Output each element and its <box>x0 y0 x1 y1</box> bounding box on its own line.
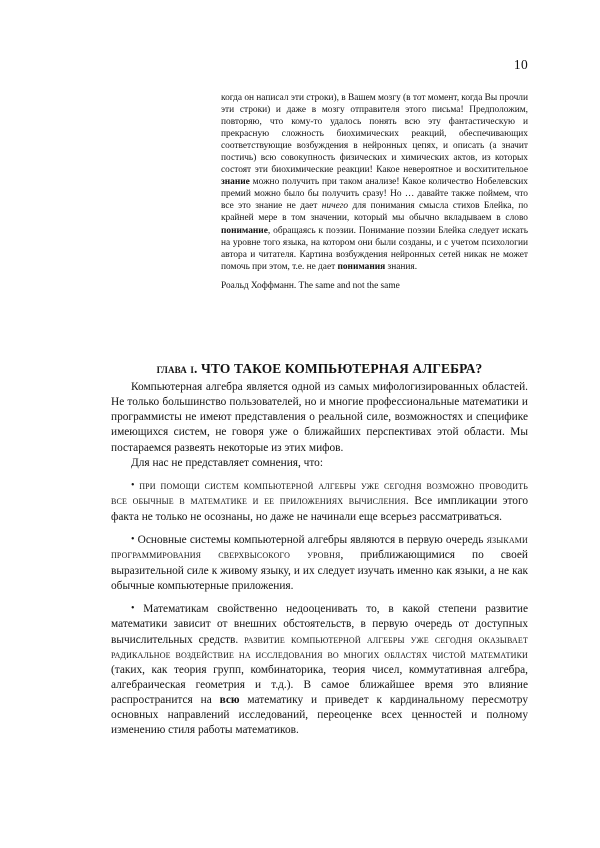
epigraph-bold-ponimanie: понимание <box>221 225 268 236</box>
epigraph-bold-znanie: знание <box>221 177 250 188</box>
epigraph-text-tail: знания. <box>385 261 418 272</box>
bullet-2-lead: Основные системы компьютерной алгебры являются в первую очередь <box>137 534 487 547</box>
paragraph-intro: Компьютерная алгебра является одной из самых мифологизированных областей. Не только большинство пользователей, но и многие профессиональные математики и программисты не имеют представления о реальной силе, возможностях и специфике имеющихся систем, не говоря уже о ближайших перспективах этой области. Мы постараемся развеять некоторые из этих мифов. <box>111 381 528 454</box>
bullet-3-lead: Математикам свойственно недооценивать то, в какой степени развитие математики зависит от внешних обстоятельств, в первую очередь от доступных вычислительных средств. <box>111 603 528 646</box>
bullet-1-smallcaps: при помощи систем компьютерной алгебры уже сегодня возможно проводить все обычные в математике и ее приложениях вычисления. <box>111 480 528 508</box>
paragraph-lead-in: Для нас не представляет сомнения, что: <box>131 456 323 469</box>
bullet-2-smallcaps: языками программирования сверхвысокого уровня <box>111 534 528 562</box>
bullet-item-2 <box>111 532 528 594</box>
bullet-1-rest: Все импликации этого факта не только не осознаны, но даже не начинали еще всерьез рассматриваться. <box>111 495 529 523</box>
bullet-marker-icon: • <box>131 603 135 615</box>
epigraph-text-mid-1: можно получить при таком анализе! Какое количество Нобелевских премий можно было бы получить сразу! Но … давайте также поймем, что все это знание не дает <box>221 177 528 212</box>
epigraph-text-mid-3: , обращаясь к поэзии. Понимание поэзии Блейка следует искать на уровне того языка, на котором они были созданы, и с учетом психологии автора и читателя. Картина возбуждения нейронных сетей никак не может помочь при этом, т.е. не дает <box>221 225 528 272</box>
epigraph-paragraph <box>221 92 528 273</box>
epigraph-text-mid-2: для понимания смысла стихов Блейка, по крайней мере в том значении, который мы обычно вкладываем в слово <box>221 201 528 224</box>
page-number: 10 <box>513 57 528 72</box>
bullet-marker-icon: • <box>131 534 135 546</box>
epigraph-italic-nichego: ничего <box>321 201 349 212</box>
epigraph-block <box>221 92 528 292</box>
bullet-3-mid: (таких, как теория групп, комбинаторика, теория чисел, коммутативная алгебра, алгебраическая геометрия и т.д.). В самое ближайшее время это влияние распространится на <box>111 663 528 707</box>
bullet-marker-icon: • <box>131 480 135 492</box>
chapter-label: глава i. <box>156 360 198 376</box>
bullet-item-1 <box>111 478 528 524</box>
epigraph-attribution: Роальд Хоффманн. The same and not the same <box>221 281 400 292</box>
chapter-heading <box>111 361 528 377</box>
chapter-title-text: ЧТО ТАКОЕ КОМПЬЮТЕРНАЯ АЛГЕБРА? <box>201 360 483 376</box>
bullet-item-3 <box>111 601 528 738</box>
bullet-3-tail: математику и приведет к кардинальному пересмотру основных направлений исследований, переоценке всех ценностей и полному изменению стиля работы математиков. <box>111 694 528 737</box>
bullet-3-smallcaps: развитие компьютерной алгебры уже сегодня оказывает радикальное воздействие на исследования во многих областях чистой математики <box>111 633 529 661</box>
epigraph-bold-ponimaniya: понимания <box>337 261 386 272</box>
body-text <box>111 380 528 739</box>
bullet-2-rest: , приближающимися по своей выразительной силе к живому языку, и их следует изучать именно как языки, а не как обычные компьютерные приложения. <box>111 549 528 592</box>
epigraph-text-lead: когда он написал эти строки), в Вашем мозгу (в тот момент, когда Вы прочли эти строки) и даже в мозгу отправителя этого письма! Предположим, повторяю, что кому-то удалось понять всю эту фантастическую и прекрасную сложность биохимических реакций, обеспечивающих соответствующие возбуждения в нейронных цепях, и описать (а значит постичь) всю совокупность физических и химических актов, из которых состоят эти биохимические реакции! Какое невероятное и восхитительное <box>221 93 528 176</box>
bullet-3-bold-vsyu: всю <box>219 694 240 707</box>
